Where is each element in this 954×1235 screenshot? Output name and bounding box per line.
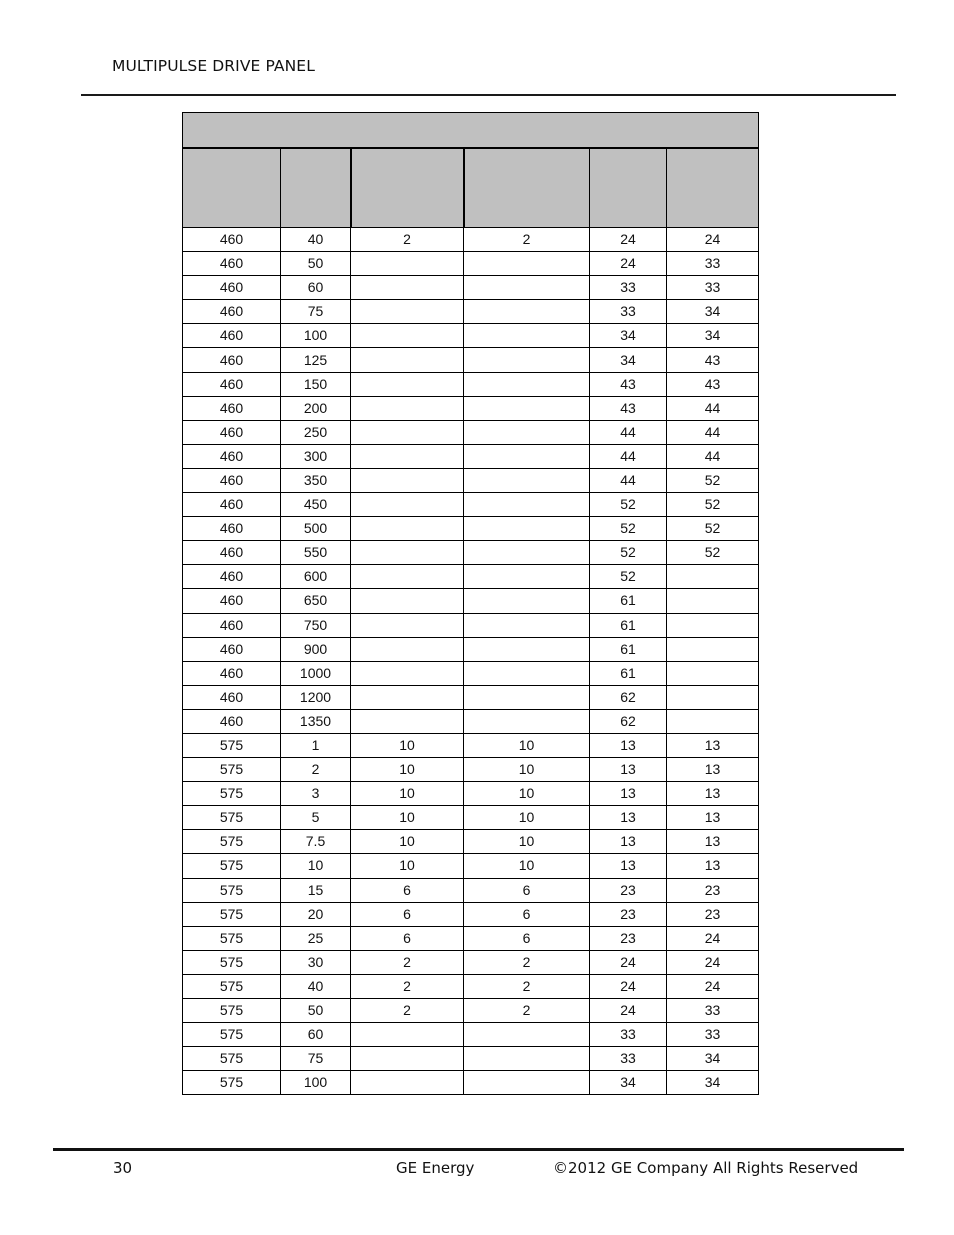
table-cell: 44 [667, 420, 759, 444]
table-row [183, 300, 759, 324]
table-cell: 33 [590, 1023, 667, 1047]
table-cell: 43 [667, 372, 759, 396]
table-row [183, 661, 759, 685]
table-cell: 43 [590, 372, 667, 396]
footer-company: GE Energy [396, 1159, 475, 1177]
table-cell: 34 [590, 1071, 667, 1095]
table-cell: 52 [667, 541, 759, 565]
table-cell: 62 [590, 685, 667, 709]
table-cell: 44 [590, 468, 667, 492]
table-cell [464, 372, 590, 396]
table-cell: 23 [667, 878, 759, 902]
table-cell: 10 [464, 758, 590, 782]
table-row [183, 613, 759, 637]
table-cell: 13 [667, 806, 759, 830]
table-cell: 6 [464, 878, 590, 902]
table-cell [667, 685, 759, 709]
table-cell: 3 [281, 782, 351, 806]
document-header-title: MULTIPULSE DRIVE PANEL [112, 57, 315, 75]
table-cell [351, 420, 464, 444]
table-row [183, 396, 759, 420]
table-cell: 460 [183, 468, 281, 492]
table-cell: 575 [183, 1023, 281, 1047]
table-cell: 52 [590, 493, 667, 517]
table-row [183, 228, 759, 252]
table-row [183, 565, 759, 589]
table-cell: 460 [183, 300, 281, 324]
table-cell: 13 [590, 806, 667, 830]
table-cell: 550 [281, 541, 351, 565]
table-cell: 300 [281, 444, 351, 468]
table-cell: 24 [590, 228, 667, 252]
table-cell [351, 685, 464, 709]
table-cell: 10 [464, 782, 590, 806]
table-cell: 23 [667, 902, 759, 926]
table-cell: 460 [183, 444, 281, 468]
table-cell [351, 637, 464, 661]
table-cell: 62 [590, 709, 667, 733]
table-cell: 13 [590, 733, 667, 757]
table-cell: 24 [590, 974, 667, 998]
table-cell: 100 [281, 324, 351, 348]
table-cell: 40 [281, 974, 351, 998]
table-row [183, 782, 759, 806]
table-cell: 460 [183, 493, 281, 517]
table-cell: 460 [183, 252, 281, 276]
data-table-container [182, 112, 759, 1095]
footer-divider [53, 1148, 904, 1151]
table-caption [183, 113, 759, 149]
table-cell: 44 [590, 420, 667, 444]
table-cell: 10 [351, 733, 464, 757]
table-cell: 600 [281, 565, 351, 589]
table-cell: 1000 [281, 661, 351, 685]
table-cell: 33 [667, 1023, 759, 1047]
table-row [183, 902, 759, 926]
table-row [183, 806, 759, 830]
table-cell: 34 [667, 300, 759, 324]
table-row [183, 926, 759, 950]
table-cell: 23 [590, 902, 667, 926]
table-row [183, 974, 759, 998]
table-cell: 10 [351, 830, 464, 854]
table-cell [464, 468, 590, 492]
table-cell [351, 517, 464, 541]
table-body [183, 228, 759, 1095]
table-cell [351, 541, 464, 565]
table-cell: 200 [281, 396, 351, 420]
table-cell: 52 [667, 493, 759, 517]
table-cell: 40 [281, 228, 351, 252]
table-cell: 43 [590, 396, 667, 420]
table-cell: 52 [590, 517, 667, 541]
table-cell: 6 [351, 926, 464, 950]
table-cell: 460 [183, 517, 281, 541]
table-cell: 24 [667, 974, 759, 998]
table-cell: 24 [590, 999, 667, 1023]
table-row [183, 733, 759, 757]
table-cell: 575 [183, 733, 281, 757]
table-cell [464, 493, 590, 517]
table-cell: 460 [183, 565, 281, 589]
table-cell: 2 [281, 758, 351, 782]
table-cell [351, 444, 464, 468]
table-row [183, 420, 759, 444]
table-cell [351, 396, 464, 420]
table-cell [351, 589, 464, 613]
table-cell [351, 1023, 464, 1047]
table-cell [351, 565, 464, 589]
table-cell: 2 [351, 974, 464, 998]
table-cell: 1350 [281, 709, 351, 733]
table-cell: 25 [281, 926, 351, 950]
table-cell [351, 1047, 464, 1071]
table-cell [351, 348, 464, 372]
table-cell [667, 709, 759, 733]
table-cell: 10 [281, 854, 351, 878]
table-cell [667, 637, 759, 661]
table-cell: 34 [667, 324, 759, 348]
table-row [183, 854, 759, 878]
table-row [183, 999, 759, 1023]
table-cell: 450 [281, 493, 351, 517]
table-row [183, 685, 759, 709]
table-cell: 2 [464, 974, 590, 998]
page-number: 30 [113, 1159, 133, 1177]
table-cell: 33 [667, 252, 759, 276]
table-cell [464, 252, 590, 276]
table-cell: 10 [464, 830, 590, 854]
column-header [590, 148, 667, 228]
table-cell: 13 [590, 830, 667, 854]
table-cell: 350 [281, 468, 351, 492]
table-row [183, 372, 759, 396]
table-cell: 750 [281, 613, 351, 637]
table-cell: 13 [667, 830, 759, 854]
footer-copyright: ©2012 GE Company All Rights Reserved [553, 1159, 859, 1177]
table-header-row [183, 148, 759, 228]
table-cell [464, 300, 590, 324]
table-cell [464, 685, 590, 709]
table-row [183, 468, 759, 492]
table-cell: 5 [281, 806, 351, 830]
table-row [183, 517, 759, 541]
data-table [182, 112, 759, 1095]
table-cell: 33 [667, 999, 759, 1023]
table-cell: 10 [464, 733, 590, 757]
table-cell: 460 [183, 348, 281, 372]
column-header [351, 148, 464, 228]
table-cell: 61 [590, 661, 667, 685]
table-cell: 7.5 [281, 830, 351, 854]
table-cell: 24 [590, 950, 667, 974]
table-cell: 2 [464, 228, 590, 252]
table-row [183, 709, 759, 733]
table-cell: 460 [183, 541, 281, 565]
table-cell: 460 [183, 637, 281, 661]
table-cell [464, 613, 590, 637]
table-cell: 13 [590, 758, 667, 782]
table-cell [464, 517, 590, 541]
table-cell: 13 [590, 854, 667, 878]
table-cell: 34 [590, 324, 667, 348]
column-header [464, 148, 590, 228]
table-cell: 34 [667, 1071, 759, 1095]
table-cell [464, 589, 590, 613]
table-cell: 100 [281, 1071, 351, 1095]
table-cell: 6 [351, 902, 464, 926]
table-cell [351, 468, 464, 492]
table-cell: 13 [667, 854, 759, 878]
table-cell: 23 [590, 926, 667, 950]
table-cell: 44 [590, 444, 667, 468]
table-row [183, 1023, 759, 1047]
table-cell: 575 [183, 999, 281, 1023]
table-row [183, 444, 759, 468]
table-cell [351, 252, 464, 276]
table-row [183, 830, 759, 854]
header-divider [81, 94, 896, 96]
table-cell [351, 372, 464, 396]
table-cell: 52 [590, 565, 667, 589]
table-row [183, 324, 759, 348]
table-cell [464, 420, 590, 444]
table-cell: 13 [667, 733, 759, 757]
table-cell [464, 1023, 590, 1047]
table-cell: 460 [183, 589, 281, 613]
table-cell: 52 [667, 517, 759, 541]
table-cell: 575 [183, 758, 281, 782]
table-cell: 150 [281, 372, 351, 396]
table-cell: 10 [351, 758, 464, 782]
column-header [281, 148, 351, 228]
table-cell: 460 [183, 372, 281, 396]
table-cell: 10 [464, 806, 590, 830]
table-cell: 460 [183, 324, 281, 348]
table-cell: 33 [667, 276, 759, 300]
table-cell: 24 [667, 950, 759, 974]
table-cell: 44 [667, 396, 759, 420]
table-cell: 15 [281, 878, 351, 902]
table-cell: 75 [281, 300, 351, 324]
table-cell: 2 [351, 999, 464, 1023]
table-cell [667, 661, 759, 685]
table-cell: 460 [183, 276, 281, 300]
table-cell: 50 [281, 999, 351, 1023]
table-cell: 20 [281, 902, 351, 926]
table-cell: 6 [464, 926, 590, 950]
table-cell: 575 [183, 878, 281, 902]
table-row [183, 348, 759, 372]
table-cell: 33 [590, 276, 667, 300]
table-cell: 575 [183, 1047, 281, 1071]
table-cell [667, 565, 759, 589]
table-row [183, 541, 759, 565]
table-cell: 61 [590, 637, 667, 661]
table-cell: 575 [183, 782, 281, 806]
table-cell: 52 [667, 468, 759, 492]
table-cell: 33 [590, 300, 667, 324]
table-cell: 460 [183, 685, 281, 709]
table-row [183, 878, 759, 902]
table-cell [464, 444, 590, 468]
table-cell: 6 [351, 878, 464, 902]
table-cell: 50 [281, 252, 351, 276]
table-cell: 6 [464, 902, 590, 926]
table-cell: 650 [281, 589, 351, 613]
table-cell: 75 [281, 1047, 351, 1071]
table-cell: 575 [183, 806, 281, 830]
table-cell: 30 [281, 950, 351, 974]
table-cell: 13 [667, 782, 759, 806]
table-cell: 1200 [281, 685, 351, 709]
table-cell: 43 [667, 348, 759, 372]
table-cell: 460 [183, 420, 281, 444]
table-row [183, 758, 759, 782]
table-cell: 33 [590, 1047, 667, 1071]
table-cell [351, 276, 464, 300]
table-row [183, 950, 759, 974]
table-cell: 34 [667, 1047, 759, 1071]
table-cell: 460 [183, 396, 281, 420]
table-cell: 575 [183, 950, 281, 974]
table-cell: 2 [351, 950, 464, 974]
table-cell [464, 541, 590, 565]
table-cell: 34 [590, 348, 667, 372]
table-cell [464, 1047, 590, 1071]
table-cell [464, 565, 590, 589]
table-cell [464, 396, 590, 420]
table-cell: 575 [183, 830, 281, 854]
table-cell: 61 [590, 589, 667, 613]
table-cell: 250 [281, 420, 351, 444]
table-cell [464, 276, 590, 300]
table-cell: 460 [183, 613, 281, 637]
table-caption-row [183, 113, 759, 149]
table-cell: 10 [351, 782, 464, 806]
table-cell: 23 [590, 878, 667, 902]
column-header [667, 148, 759, 228]
table-cell: 575 [183, 974, 281, 998]
table-cell: 10 [351, 854, 464, 878]
table-cell: 900 [281, 637, 351, 661]
table-cell [351, 324, 464, 348]
table-cell: 24 [667, 228, 759, 252]
table-cell [464, 324, 590, 348]
table-cell [351, 1071, 464, 1095]
table-cell: 460 [183, 661, 281, 685]
table-cell: 13 [667, 758, 759, 782]
table-row [183, 589, 759, 613]
table-row [183, 276, 759, 300]
table-cell [351, 613, 464, 637]
table-cell [464, 709, 590, 733]
table-cell [351, 300, 464, 324]
table-cell: 1 [281, 733, 351, 757]
table-cell: 575 [183, 854, 281, 878]
table-row [183, 1047, 759, 1071]
table-cell: 575 [183, 902, 281, 926]
table-cell: 460 [183, 709, 281, 733]
table-cell [464, 637, 590, 661]
table-cell [464, 348, 590, 372]
table-cell [464, 1071, 590, 1095]
table-cell: 500 [281, 517, 351, 541]
table-cell: 2 [351, 228, 464, 252]
table-cell: 575 [183, 1071, 281, 1095]
table-row [183, 1071, 759, 1095]
table-cell [351, 709, 464, 733]
table-cell: 460 [183, 228, 281, 252]
table-cell: 2 [464, 999, 590, 1023]
table-row [183, 493, 759, 517]
table-cell [464, 661, 590, 685]
table-cell: 60 [281, 1023, 351, 1047]
table-cell: 52 [590, 541, 667, 565]
table-cell: 13 [590, 782, 667, 806]
table-cell [667, 589, 759, 613]
column-header [183, 148, 281, 228]
table-cell: 24 [667, 926, 759, 950]
table-cell [351, 493, 464, 517]
table-cell [667, 613, 759, 637]
table-cell: 44 [667, 444, 759, 468]
table-cell: 575 [183, 926, 281, 950]
table-cell: 2 [464, 950, 590, 974]
table-cell: 24 [590, 252, 667, 276]
table-cell: 61 [590, 613, 667, 637]
table-cell: 60 [281, 276, 351, 300]
table-cell: 125 [281, 348, 351, 372]
table-cell [351, 661, 464, 685]
table-row [183, 252, 759, 276]
table-row [183, 637, 759, 661]
table-cell: 10 [464, 854, 590, 878]
table-cell: 10 [351, 806, 464, 830]
